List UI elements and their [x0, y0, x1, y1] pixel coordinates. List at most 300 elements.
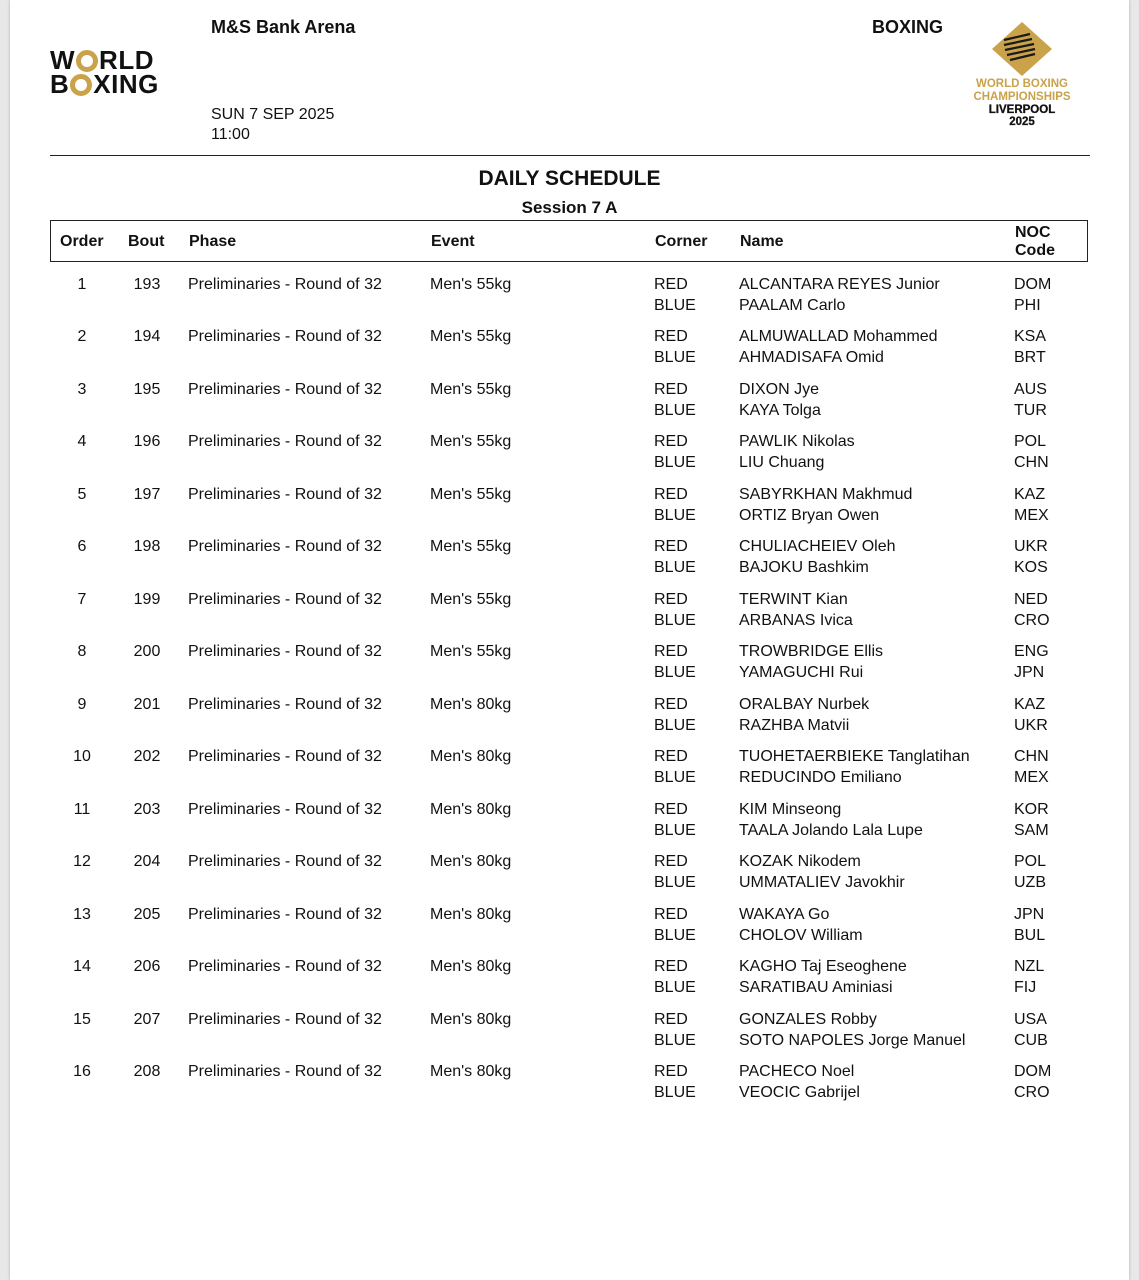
- corner-cell: [654, 431, 696, 473]
- phase-cell-value: Preliminaries - Round of 32: [188, 590, 382, 608]
- boxer-name-cell-value: TUOHETAERBIEKE Tanglatihan: [739, 748, 970, 766]
- corner-cell: [654, 904, 696, 946]
- noc-code-cell-value: KAZ: [1014, 695, 1046, 713]
- order-cell-value: 1: [77, 276, 87, 293]
- bout-cell: [127, 1009, 167, 1030]
- boxer-name-cell-value: TAALA Jolando Lala Lupe: [739, 821, 923, 839]
- phase-cell-value: Preliminaries - Round of 32: [188, 328, 382, 346]
- corner-cell: [654, 274, 696, 316]
- event-cell: [430, 379, 511, 400]
- event-cell-value: Men's 80kg: [430, 800, 512, 818]
- phase-cell-value: Preliminaries - Round of 32: [188, 695, 382, 713]
- header-phase: Phase: [189, 233, 237, 250]
- phase-cell-value: Preliminaries - Round of 32: [188, 748, 382, 766]
- boxer-name-cell: [739, 851, 905, 893]
- boxer-name-cell-value: WAKAYA Go: [739, 905, 830, 923]
- corner-cell-value: RED: [654, 853, 688, 871]
- noc-code-cell-value: KAZ: [1014, 485, 1046, 503]
- event-cell-value: Men's 55kg: [430, 643, 512, 661]
- table-row: [10, 694, 1129, 746]
- page-title: DAILY SCHEDULE: [478, 167, 661, 190]
- order-cell-value: 15: [73, 1010, 91, 1028]
- event-cell-value: Men's 55kg: [430, 485, 512, 503]
- boxer-name-cell-value: ALCANTARA REYES Junior: [739, 276, 940, 293]
- table-row: [10, 431, 1129, 483]
- boxer-name-cell-value: RAZHBA Matvii: [739, 716, 850, 734]
- noc-code-cell-value: CRO: [1014, 611, 1050, 629]
- boxer-name-cell-value: LIU Chuang: [739, 454, 825, 472]
- order-cell-value: 9: [77, 695, 87, 713]
- phase-cell: [188, 851, 382, 872]
- event-cell-value: Men's 55kg: [430, 380, 512, 398]
- bout-cell-value: 205: [133, 905, 161, 923]
- bout-cell-value: 197: [133, 485, 161, 503]
- noc-code-cell: [1014, 851, 1046, 893]
- bout-cell-value: 193: [133, 276, 161, 293]
- table-row: [10, 746, 1129, 798]
- noc-code-cell-value: UKR: [1014, 538, 1048, 556]
- event-cell-value: Men's 80kg: [430, 958, 512, 976]
- world-boxing-logo: W RLD B XING: [50, 45, 159, 99]
- noc-code-cell-value: POL: [1014, 433, 1047, 451]
- table-row: [10, 851, 1129, 903]
- order-cell-value: 8: [77, 643, 87, 661]
- noc-code-cell-value: DOM: [1014, 276, 1052, 293]
- phase-cell: [188, 694, 382, 715]
- phase-cell-value: Preliminaries - Round of 32: [188, 538, 382, 556]
- event-cell: [430, 536, 511, 557]
- table-row: [10, 379, 1129, 431]
- noc-code-cell-value: PHI: [1014, 297, 1041, 314]
- corner-cell-value: RED: [654, 1063, 688, 1081]
- event-cell-value: Men's 80kg: [430, 1010, 512, 1028]
- phase-cell-value: Preliminaries - Round of 32: [188, 853, 382, 871]
- corner-cell: [654, 694, 696, 736]
- event-cell-value: Men's 80kg: [430, 905, 512, 923]
- event-cell: [430, 746, 511, 767]
- boxer-name-cell-value: CHULIACHEIEV Oleh: [739, 538, 896, 556]
- noc-code-cell-value: SAM: [1014, 821, 1049, 839]
- event-cell: [430, 1009, 511, 1030]
- corner-cell-value: RED: [654, 380, 688, 398]
- boxer-name-cell: [739, 1061, 860, 1103]
- phase-cell: [188, 484, 382, 505]
- corner-cell-value: RED: [654, 485, 688, 503]
- table-row: [10, 1061, 1129, 1113]
- phase-cell: [188, 379, 382, 400]
- boxer-name-cell-value: KIM Minseong: [739, 800, 842, 818]
- noc-code-cell-value: BRT: [1014, 349, 1046, 367]
- table-header: [50, 220, 1088, 262]
- corner-cell-value: BLUE: [654, 821, 696, 839]
- table-row: [10, 326, 1129, 378]
- noc-code-cell: [1014, 326, 1046, 368]
- bout-cell-value: 201: [133, 695, 161, 713]
- event-cell: [430, 694, 511, 715]
- bout-cell-value: 208: [133, 1063, 161, 1081]
- order-cell-value: 10: [73, 748, 91, 766]
- order-cell: [50, 641, 114, 662]
- bout-cell-value: 198: [133, 538, 161, 556]
- noc-code-cell-value: DOM: [1014, 1063, 1052, 1081]
- order-cell: [50, 589, 114, 610]
- bout-cell: [127, 956, 167, 977]
- noc-code-cell-value: FIJ: [1014, 979, 1037, 997]
- event-cell-value: Men's 80kg: [430, 748, 512, 766]
- table-row: [10, 1009, 1129, 1061]
- boxer-name-cell: [739, 589, 853, 631]
- boxer-name-cell-value: ORALBAY Nurbek: [739, 695, 870, 713]
- header-corner: Corner: [655, 233, 708, 250]
- noc-code-cell: [1014, 536, 1048, 578]
- event-cell: [430, 904, 511, 925]
- event-cell: [430, 1061, 511, 1082]
- order-cell: [50, 904, 114, 925]
- boxer-name-cell-value: VEOCIC Gabrijel: [739, 1084, 860, 1102]
- table-row: [10, 904, 1129, 956]
- phase-cell: [188, 1061, 382, 1082]
- corner-cell-value: BLUE: [654, 611, 696, 629]
- bout-cell-value: 200: [133, 643, 161, 661]
- table-row: [10, 956, 1129, 1008]
- boxer-name-cell: [739, 641, 883, 683]
- bout-cell-value: 204: [133, 853, 161, 871]
- boxer-name-cell: [739, 431, 855, 473]
- bout-cell: [127, 641, 167, 662]
- boxer-name-cell-value: KOZAK Nikodem: [739, 853, 861, 871]
- order-cell-value: 5: [77, 485, 87, 503]
- phase-cell-value: Preliminaries - Round of 32: [188, 800, 382, 818]
- order-cell: [50, 799, 114, 820]
- noc-code-cell: [1014, 589, 1050, 631]
- noc-code-cell-value: TUR: [1014, 401, 1047, 419]
- table-row: [10, 641, 1129, 693]
- noc-code-cell-value: CUB: [1014, 1031, 1048, 1049]
- corner-cell-value: BLUE: [654, 401, 696, 419]
- order-cell: [50, 536, 114, 557]
- table-row: [10, 799, 1129, 851]
- bout-cell-value: 196: [133, 433, 161, 451]
- order-cell: [50, 484, 114, 505]
- corner-cell: [654, 484, 696, 526]
- bout-cell: [127, 379, 167, 400]
- header-noc-code: NOC Code: [1015, 224, 1055, 259]
- corner-cell-value: RED: [654, 538, 688, 556]
- noc-code-cell-value: KOS: [1014, 559, 1048, 577]
- order-cell: [50, 694, 114, 715]
- corner-cell: [654, 956, 696, 998]
- phase-cell: [188, 589, 382, 610]
- bout-cell: [127, 746, 167, 767]
- bout-cell-value: 203: [133, 800, 161, 818]
- order-cell-value: 12: [73, 853, 91, 871]
- order-cell-value: 13: [73, 905, 91, 923]
- noc-code-cell: [1014, 379, 1047, 421]
- order-cell-value: 11: [73, 800, 91, 818]
- phase-cell-value: Preliminaries - Round of 32: [188, 958, 382, 976]
- phase-cell-value: Preliminaries - Round of 32: [188, 485, 382, 503]
- boxer-name-cell-value: PACHECO Noel: [739, 1063, 855, 1081]
- noc-code-cell-value: AUS: [1014, 380, 1047, 398]
- championships-name-line1: WORLD BOXING: [976, 78, 1068, 90]
- session-time: 11:00: [211, 126, 250, 143]
- boxer-name-cell: [739, 484, 912, 526]
- corner-cell: [654, 1009, 696, 1051]
- bout-cell: [127, 431, 167, 452]
- boxer-name-cell-value: PAWLIK Nikolas: [739, 433, 855, 451]
- corner-cell: [654, 379, 696, 421]
- session-date: SUN 7 SEP 2025: [211, 106, 335, 123]
- order-cell: [50, 1009, 114, 1030]
- boxer-name-cell-value: AHMADISAFA Omid: [739, 349, 884, 367]
- table-row: [10, 536, 1129, 588]
- boxer-name-cell: [739, 956, 907, 998]
- boxer-name-cell-value: SARATIBAU Aminiasi: [739, 979, 893, 997]
- event-cell-value: Men's 55kg: [430, 590, 512, 608]
- phase-cell: [188, 746, 382, 767]
- header-event: Event: [431, 233, 475, 250]
- noc-code-cell-value: JPN: [1014, 905, 1045, 923]
- bout-cell-value: 194: [133, 328, 161, 346]
- phase-cell-value: Preliminaries - Round of 32: [188, 905, 382, 923]
- corner-cell-value: RED: [654, 695, 688, 713]
- boxer-name-cell-value: YAMAGUCHI Rui: [739, 664, 864, 682]
- boxer-name-cell-value: SOTO NAPOLES Jorge Manuel: [739, 1031, 966, 1049]
- corner-cell-value: RED: [654, 433, 688, 451]
- session-label: Session 7 A: [521, 198, 618, 217]
- noc-code-cell-value: CHN: [1014, 748, 1049, 766]
- noc-code-cell-value: USA: [1014, 1010, 1047, 1028]
- order-cell: [50, 746, 114, 767]
- corner-cell-value: BLUE: [654, 559, 696, 577]
- header-divider: [50, 155, 1090, 156]
- boxer-name-cell-value: TERWINT Kian: [739, 590, 848, 608]
- phase-cell-value: Preliminaries - Round of 32: [188, 380, 382, 398]
- noc-code-cell: [1014, 694, 1048, 736]
- corner-cell-value: RED: [654, 276, 688, 293]
- noc-code-cell: [1014, 431, 1049, 473]
- corner-cell-value: RED: [654, 958, 688, 976]
- diamond-emblem-icon: [990, 20, 1054, 78]
- event-cell: [430, 589, 511, 610]
- corner-cell: [654, 1061, 696, 1103]
- order-cell-value: 3: [77, 380, 87, 398]
- boxer-name-cell: [739, 746, 970, 788]
- corner-cell-value: BLUE: [654, 1084, 696, 1102]
- corner-cell-value: RED: [654, 1010, 688, 1028]
- championships-name-line2: CHAMPIONSHIPS: [973, 91, 1071, 103]
- corner-cell-value: BLUE: [654, 349, 696, 367]
- corner-cell-value: RED: [654, 643, 688, 661]
- boxer-name-cell: [739, 274, 940, 316]
- event-cell: [430, 484, 511, 505]
- corner-cell-value: RED: [654, 328, 688, 346]
- phase-cell: [188, 799, 382, 820]
- corner-cell-value: RED: [654, 748, 688, 766]
- bout-cell-value: 195: [133, 380, 161, 398]
- event-cell: [430, 274, 511, 295]
- noc-code-cell: [1014, 274, 1051, 316]
- noc-code-cell: [1014, 799, 1049, 841]
- phase-cell: [188, 431, 382, 452]
- ring-icon: [70, 74, 92, 96]
- bout-cell: [127, 589, 167, 610]
- noc-code-cell-value: KSA: [1014, 328, 1047, 346]
- boxer-name-cell: [739, 904, 863, 946]
- event-cell-value: Men's 55kg: [430, 276, 512, 293]
- bout-cell: [127, 904, 167, 925]
- order-cell-value: 16: [73, 1063, 91, 1081]
- table-row: [10, 589, 1129, 641]
- event-cell: [430, 431, 511, 452]
- bout-cell-value: 202: [133, 748, 161, 766]
- event-cell-value: Men's 55kg: [430, 538, 512, 556]
- event-cell: [430, 799, 511, 820]
- venue-name: M&S Bank Arena: [211, 17, 356, 37]
- bout-cell: [127, 799, 167, 820]
- phase-cell-value: Preliminaries - Round of 32: [188, 433, 382, 451]
- corner-cell-value: BLUE: [654, 874, 696, 892]
- bout-cell-value: 207: [133, 1010, 161, 1028]
- bout-cell: [127, 484, 167, 505]
- noc-code-cell-value: CHN: [1014, 454, 1049, 472]
- phase-cell-value: Preliminaries - Round of 32: [188, 643, 382, 661]
- boxer-name-cell-value: TROWBRIDGE Ellis: [739, 643, 883, 661]
- bout-cell: [127, 851, 167, 872]
- boxer-name-cell-value: ALMUWALLAD Mohammed: [739, 328, 938, 346]
- header-bout: Bout: [128, 233, 165, 250]
- order-cell: [50, 1061, 114, 1082]
- order-cell: [50, 851, 114, 872]
- header-order: Order: [60, 233, 104, 250]
- event-cell: [430, 326, 511, 347]
- document-page: [10, 0, 1129, 1280]
- boxer-name-cell: [739, 536, 896, 578]
- order-cell-value: 14: [73, 958, 91, 976]
- bout-cell: [127, 536, 167, 557]
- boxer-name-cell-value: KAYA Tolga: [739, 401, 821, 419]
- boxer-name-cell-value: KAGHO Taj Eseoghene: [739, 958, 907, 976]
- corner-cell-value: BLUE: [654, 716, 696, 734]
- boxer-name-cell-value: ARBANAS Ivica: [739, 611, 853, 629]
- corner-cell-value: RED: [654, 590, 688, 608]
- corner-cell: [654, 589, 696, 631]
- corner-cell: [654, 746, 696, 788]
- order-cell: [50, 956, 114, 977]
- corner-cell-value: RED: [654, 800, 688, 818]
- phase-cell: [188, 326, 382, 347]
- bout-cell: [127, 694, 167, 715]
- noc-code-cell-value: BUL: [1014, 926, 1046, 944]
- noc-code-cell: [1014, 484, 1049, 526]
- corner-cell-value: BLUE: [654, 769, 696, 787]
- championships-city: LIVERPOOL: [988, 104, 1056, 116]
- event-cell-value: Men's 55kg: [430, 328, 512, 346]
- boxer-name-cell-value: DIXON Jye: [739, 380, 820, 398]
- header-name: Name: [740, 233, 784, 250]
- session-datetime: [211, 105, 334, 145]
- noc-code-cell-value: CRO: [1014, 1084, 1050, 1102]
- phase-cell: [188, 274, 382, 295]
- corner-cell-value: BLUE: [654, 1031, 696, 1049]
- noc-code-cell: [1014, 904, 1045, 946]
- noc-code-cell: [1014, 1061, 1051, 1103]
- table-row: [10, 484, 1129, 536]
- noc-code-cell-value: MEX: [1014, 769, 1049, 787]
- boxer-name-cell-value: REDUCINDO Emiliano: [739, 769, 902, 787]
- event-cell: [430, 641, 511, 662]
- phase-cell: [188, 536, 382, 557]
- championships-year: 2025: [1009, 116, 1035, 128]
- corner-cell-value: BLUE: [654, 664, 696, 682]
- noc-code-cell: [1014, 956, 1044, 998]
- event-cell: [430, 851, 511, 872]
- bout-cell-value: 206: [133, 958, 161, 976]
- event-cell-value: Men's 80kg: [430, 853, 512, 871]
- noc-code-cell: [1014, 641, 1049, 683]
- noc-code-cell-value: MEX: [1014, 506, 1049, 524]
- event-cell-value: Men's 80kg: [430, 695, 512, 713]
- boxer-name-cell-value: PAALAM Carlo: [739, 297, 846, 314]
- corner-cell-value: BLUE: [654, 926, 696, 944]
- boxer-name-cell: [739, 379, 821, 421]
- order-cell-value: 7: [77, 590, 87, 608]
- boxer-name-cell-value: GONZALES Robby: [739, 1010, 877, 1028]
- table-row: [10, 274, 1129, 326]
- bout-cell-value: 199: [133, 590, 161, 608]
- phase-cell-value: Preliminaries - Round of 32: [188, 276, 382, 293]
- corner-cell: [654, 799, 696, 841]
- noc-code-cell-value: UZB: [1014, 874, 1046, 892]
- boxer-name-cell-value: BAJOKU Bashkim: [739, 559, 869, 577]
- corner-cell-value: RED: [654, 905, 688, 923]
- noc-code-cell-value: NZL: [1014, 958, 1045, 976]
- noc-code-cell-value: UKR: [1014, 716, 1048, 734]
- noc-code-cell: [1014, 746, 1049, 788]
- order-cell-value: 4: [77, 433, 87, 451]
- championships-logo: [960, 20, 1084, 128]
- noc-code-cell-value: POL: [1014, 853, 1047, 871]
- noc-code-cell-value: NED: [1014, 590, 1048, 608]
- phase-cell-value: Preliminaries - Round of 32: [188, 1010, 382, 1028]
- corner-cell-value: BLUE: [654, 454, 696, 472]
- noc-code-cell-value: JPN: [1014, 664, 1045, 682]
- order-cell: [50, 431, 114, 452]
- boxer-name-cell-value: CHOLOV William: [739, 926, 863, 944]
- phase-cell: [188, 956, 382, 977]
- bout-cell: [127, 1061, 167, 1082]
- corner-cell-value: BLUE: [654, 979, 696, 997]
- corner-cell: [654, 851, 696, 893]
- corner-cell-value: BLUE: [654, 506, 696, 524]
- phase-cell: [188, 641, 382, 662]
- order-cell-value: 2: [77, 328, 87, 346]
- boxer-name-cell-value: SABYRKHAN Makhmud: [739, 485, 913, 503]
- boxer-name-cell: [739, 799, 923, 841]
- boxer-name-cell: [739, 694, 869, 736]
- corner-cell: [654, 536, 696, 578]
- bout-cell: [127, 326, 167, 347]
- phase-cell: [188, 904, 382, 925]
- phase-cell: [188, 1009, 382, 1030]
- order-cell: [50, 379, 114, 400]
- order-cell-value: 6: [77, 538, 87, 556]
- event-cell-value: Men's 80kg: [430, 1063, 512, 1081]
- bout-cell: [127, 274, 167, 295]
- phase-cell-value: Preliminaries - Round of 32: [188, 1063, 382, 1081]
- corner-cell: [654, 641, 696, 683]
- corner-cell: [654, 326, 696, 368]
